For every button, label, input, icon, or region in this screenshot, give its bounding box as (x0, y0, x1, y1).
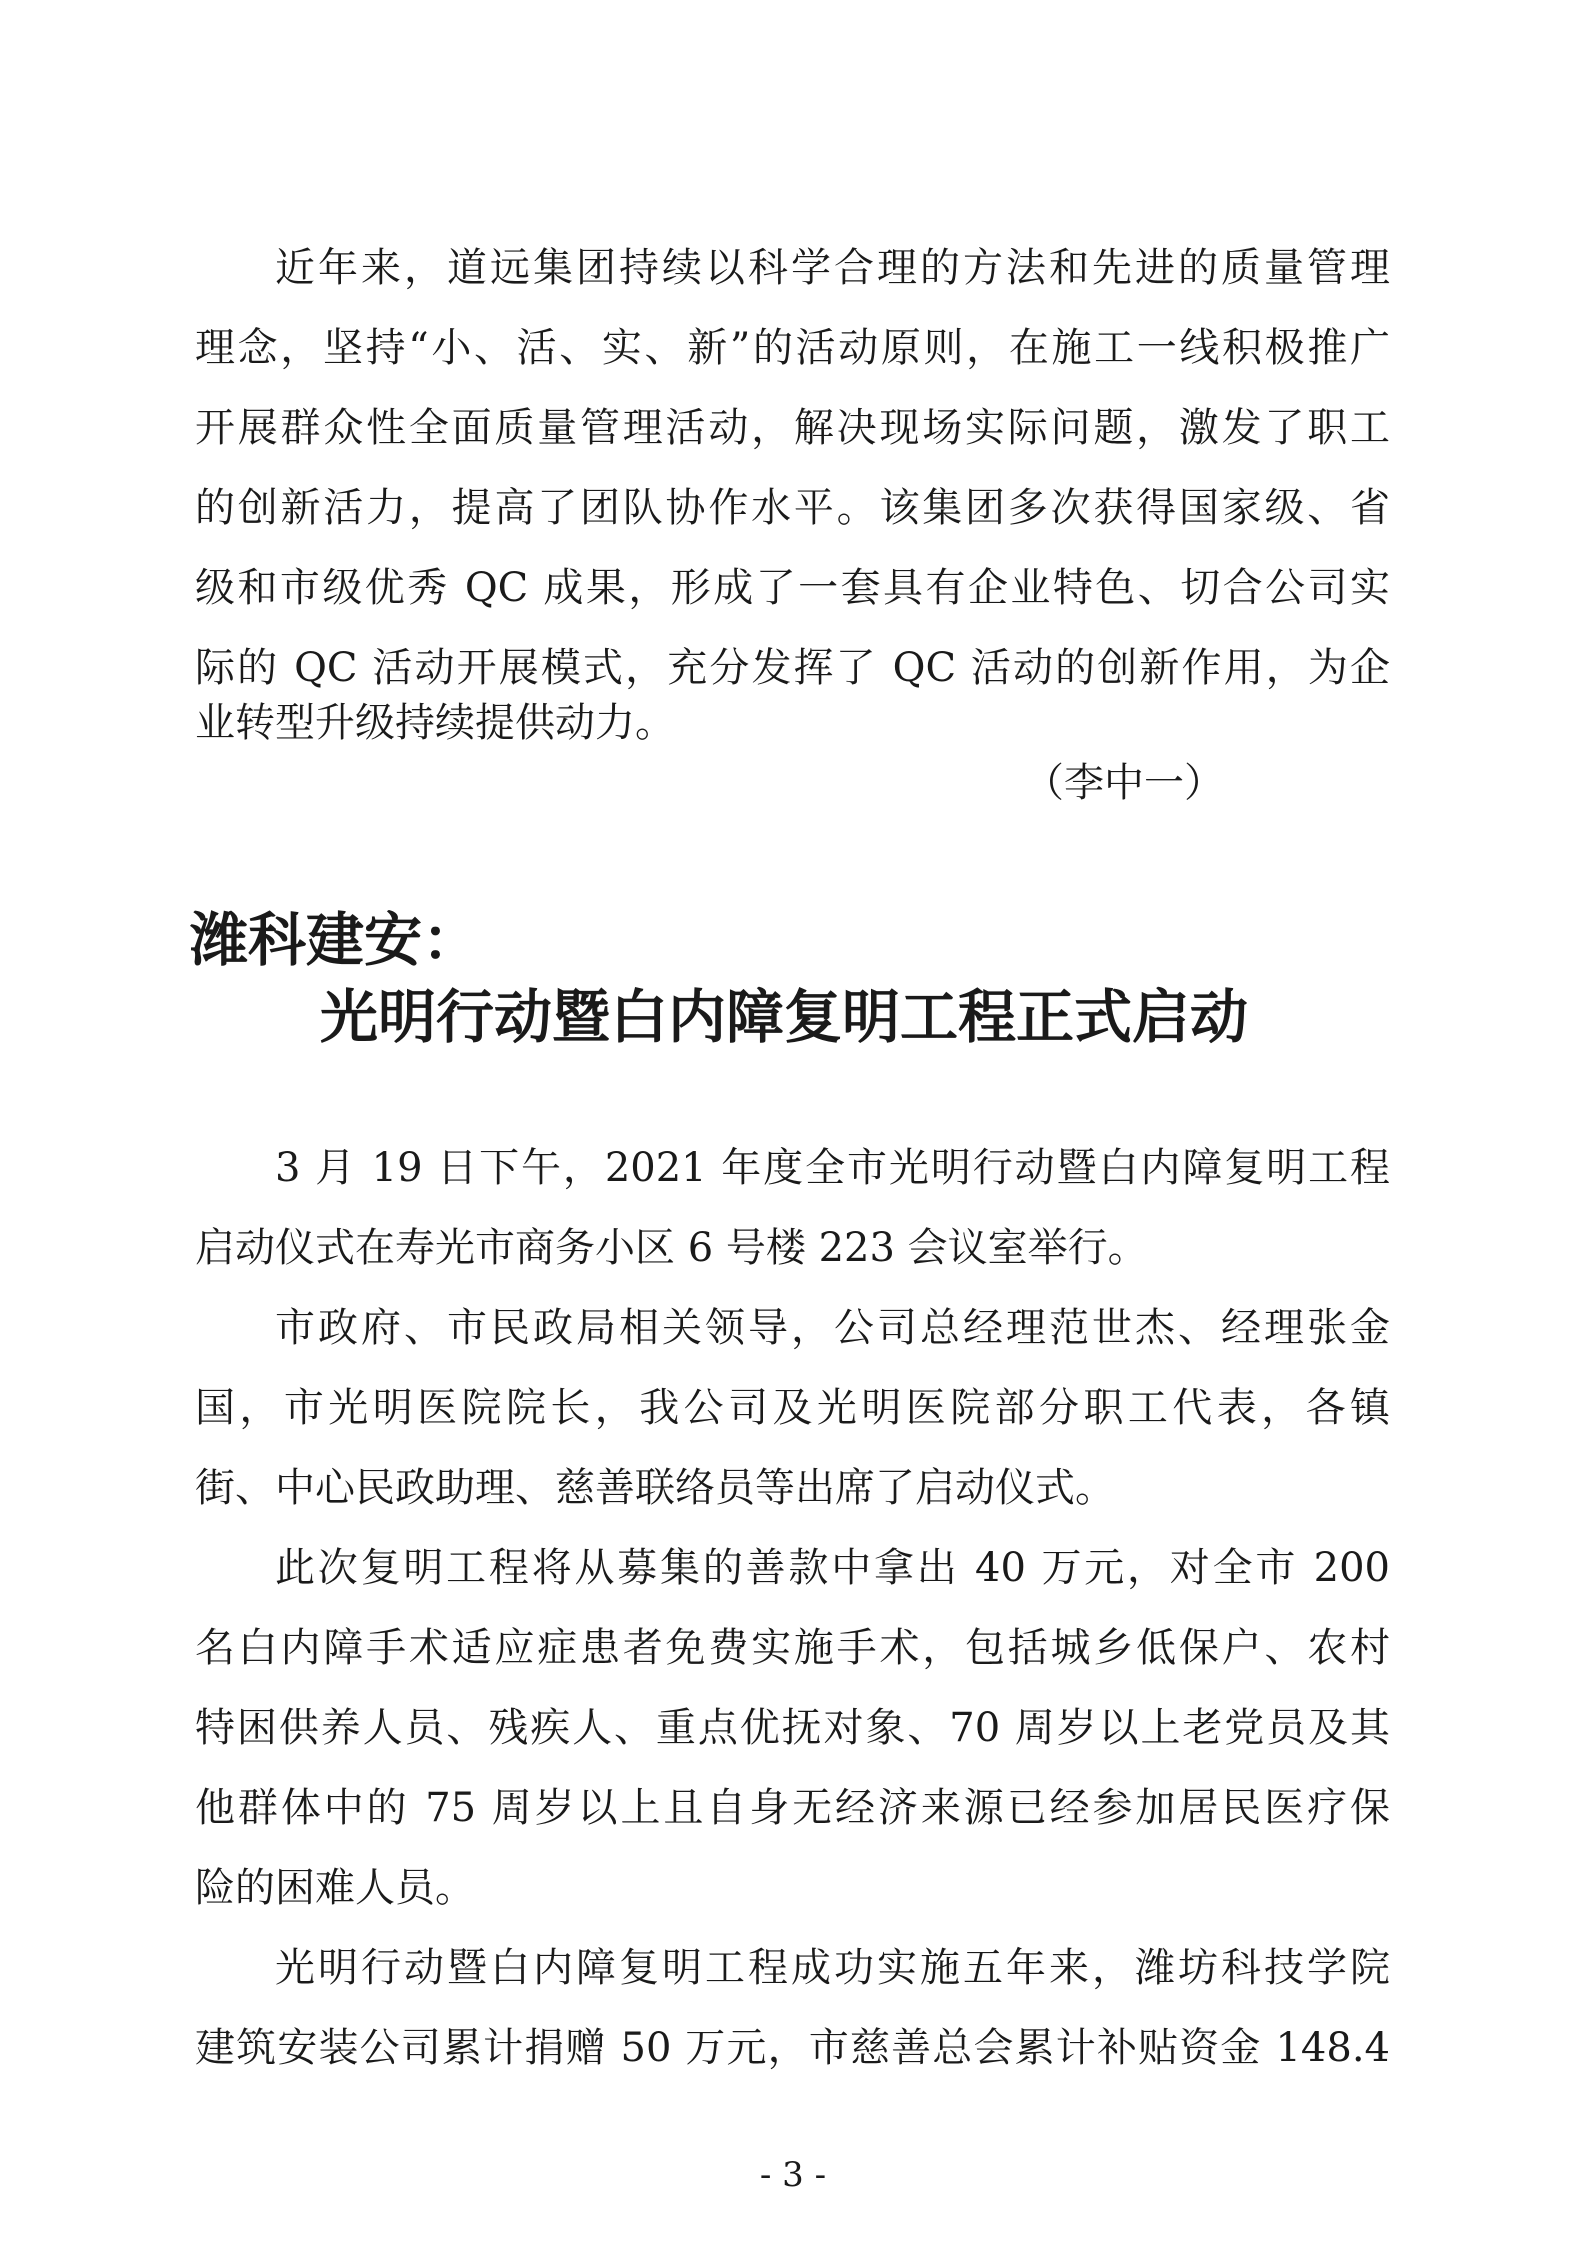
paragraph-line: 际的 QC 活动开展模式，充分发挥了 QC 活动的创新作用，为企 (195, 645, 1390, 691)
paragraph-line: 险的困难人员。 (195, 1865, 475, 1911)
paragraph-line: 级和市级优秀 QC 成果，形成了一套具有企业特色、切合公司实 (195, 565, 1390, 611)
paragraph-line: 开展群众性全面质量管理活动，解决现场实际问题，激发了职工 (195, 405, 1390, 451)
paragraph-line: 业转型升级持续提供动力。 (195, 700, 675, 746)
paragraph-line: 3 月 19 日下午，2021 年度全市光明行动暨白内障复明工程 (275, 1145, 1390, 1191)
paragraph-line: 理念，坚持“小、活、实、新”的活动原则，在施工一线积极推广 (195, 325, 1390, 371)
paragraph-line: 名白内障手术适应症患者免费实施手术，包括城乡低保户、农村 (195, 1625, 1390, 1671)
paragraph-line: 国，市光明医院院长，我公司及光明医院部分职工代表，各镇 (195, 1385, 1390, 1431)
paragraph-line: 他群体中的 75 周岁以上且自身无经济来源已经参加居民医疗保 (195, 1785, 1390, 1831)
paragraph-line: 启动仪式在寿光市商务小区 6 号楼 223 会议室举行。 (195, 1225, 1148, 1271)
paragraph-line: 光明行动暨白内障复明工程成功实施五年来，潍坊科技学院 (275, 1945, 1390, 1991)
article-title-headline: 光明行动暨白内障复明工程正式启动 (320, 983, 1249, 1051)
paragraph-line: 街、中心民政助理、慈善联络员等出席了启动仪式。 (195, 1465, 1115, 1511)
paragraph-line: 市政府、市民政局相关领导，公司总经理范世杰、经理张金 (275, 1305, 1390, 1351)
paragraph-line: 特困供养人员、残疾人、重点优抚对象、70 周岁以上老党员及其 (195, 1705, 1390, 1751)
paragraph-line: 近年来，道远集团持续以科学合理的方法和先进的质量管理 (275, 245, 1390, 291)
paragraph-line: 建筑安装公司累计捐赠 50 万元，市慈善总会累计补贴资金 148.4 (195, 2025, 1390, 2071)
article-title-source: 潍科建安： (190, 906, 481, 974)
page-number: - 3 - (759, 2155, 827, 2195)
paragraph-line: 的创新活力，提高了团队协作水平。该集团多次获得国家级、省 (195, 485, 1390, 531)
paragraph-line: 此次复明工程将从募集的善款中拿出 40 万元，对全市 200 (275, 1545, 1390, 1591)
author-signature: （李中一） (1024, 760, 1224, 806)
